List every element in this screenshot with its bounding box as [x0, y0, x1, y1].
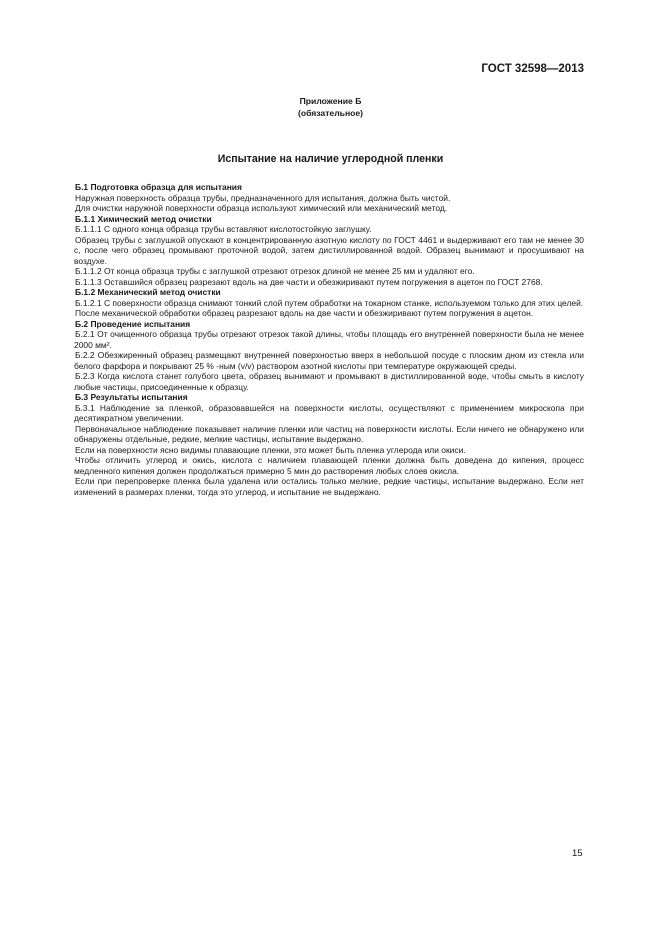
- paragraph: Если на поверхности ясно видимы плавающие пленки, это может быть пленка углерода или окиси.: [75, 444, 466, 455]
- section-heading: Б.1.2 Механический метод очистки: [75, 287, 221, 297]
- paragraph: Наружная поверхность образца трубы, предназначенного для испытания, должна быть чистой.: [75, 192, 451, 203]
- paragraph: Б.2.1 От очищенного образца трубы отрезают отрезок такой длины, чтобы площадь его внутренней поверхности была не менее 2000 мм².: [74, 329, 584, 350]
- document-body: [74, 182, 584, 497]
- paragraph: Б.1.1.1 С одного конца образца трубы вставляют кислотостойкую заглушку.: [75, 224, 372, 234]
- section-heading: Б.3 Результаты испытания: [75, 392, 188, 402]
- paragraph: Если при перепроверке пленка была удалена или остались только мелкие, редкие частицы, испытание выдержано. Если нет изменений в размерах пленки, тогда это углерод, и испытание не выдержано.: [74, 476, 584, 497]
- paragraph: Образец трубы с заглушкой опускают в концентрированную азотную кислоту по ГОСТ 4461 и выдерживают его там не менее 30 с, после чего образец промывают проточной водой, затем дистиллированной водой. Образец вынимают и просушивают на воздухе.: [74, 234, 584, 266]
- paragraph: Для очистки наружной поверхности образца используют химический или механический метод.: [75, 203, 448, 213]
- paragraph: Б.2.3 Когда кислота станет голубого цвета, образец вынимают и промывают в дистиллированной воде, чтобы смыть в кислоту любые частицы, присоединенные к образцу.: [74, 371, 584, 392]
- paragraph: Б.2.2 Обезжиренный образец размещают внутренней поверхностью вверх в небольшой посуде с плоским дном из стекла или белого фарфора и покрывают 25 % -ным (v/v) раствором азотной кислоты при температуре окружающей среды.: [74, 350, 584, 371]
- section-heading: Б.2 Проведение испытания: [75, 318, 191, 329]
- appendix-status: (обязательное): [297, 108, 364, 118]
- paragraph: Б.3.1 Наблюдение за пленкой, образовавшейся на поверхности кислоты, осуществляют с применением микроскопа при десятикратном увеличении.: [74, 402, 584, 423]
- standard-number: ГОСТ 32598—2013: [481, 63, 584, 75]
- paragraph: Чтобы отличить углерод и окись, кислота с наличием плавающей пленки должна быть доведена до кипения, процесс медленного кипения должен продолжаться примерно 5 мин до растворения любых слоев окисла.: [74, 455, 584, 476]
- appendix-label: Приложение Б: [299, 96, 362, 106]
- section-heading: Б.1.1 Химический метод очистки: [75, 213, 212, 224]
- paragraph: Б.1.1.3 Оставшийся образец разрезают вдоль на две части и обезжиривают путем погружения в ацетон по ГОСТ 2768.: [75, 276, 543, 287]
- page-title: Испытание на наличие углеродной пленки: [217, 153, 444, 165]
- page-number: 15: [572, 848, 583, 859]
- paragraph: Первоначальное наблюдение показывает наличие пленки или частиц на поверхности кислоты. Если ничего не обнаружено или обнаружены отдельные, редкие, мелкие частицы, испытание выдержано.: [74, 423, 584, 444]
- paragraph: После механической обработки образец разрезают вдоль на две части и обезжиривают путем погружения в ацетон.: [75, 308, 534, 318]
- section-heading: Б.1 Подготовка образца для испытания: [75, 182, 242, 192]
- paragraph: Б.1.1.2 От конца образца трубы с заглушкой отрезают отрезок длиной не менее 25 мм и удаляют его.: [75, 266, 475, 276]
- paragraph: Б.1.2.1 С поверхности образца снимают тонкий слой путем обработки на токарном станке, используемом только для этих целей.: [75, 297, 584, 308]
- appendix-heading: [0, 95, 661, 119]
